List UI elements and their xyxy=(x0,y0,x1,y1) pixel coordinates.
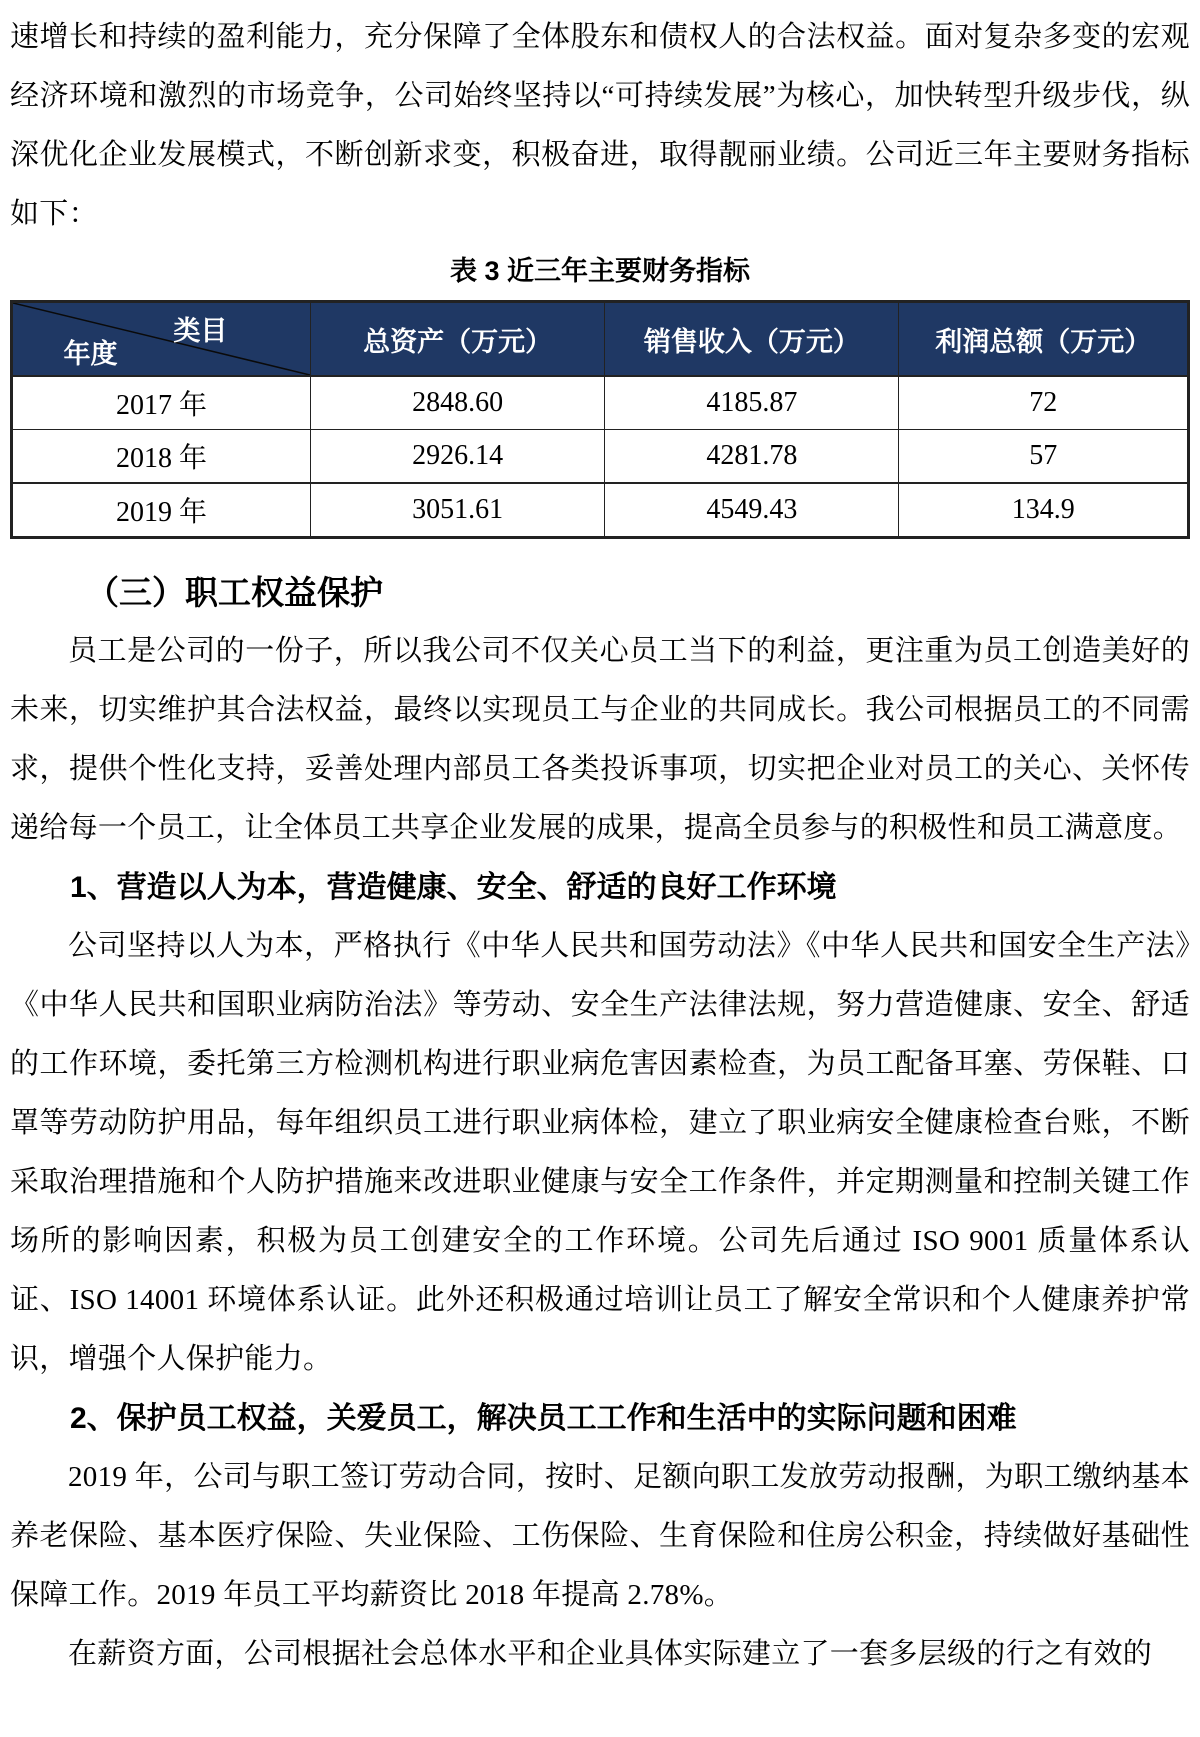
paragraph-work-environment: 公司坚持以人为本，严格执行《中华人民共和国劳动法》《中华人民共和国安全生产法》《中华人民共和国职业病防治法》等劳动、安全生产法律法规，努力营造健康、安全、舒适的工作环境，委托第三方检测机构进行职业病危害因素检查，为员工配备耳塞、劳保鞋、口罩等劳动防护用品，每年组织员工进行职业病体检，建立了职业病安全健康检查台账，不断采取治理措施和个人防护措施来改进职业健康与安全工作条件，并定期测量和控制关键工作场所的影响因素，积极为员工创建安全的工作环境。公司先后通过 ISO 9001 质量体系认证、ISO 14001 环境体系认证。此外还积极通过培训让员工了解安全常识和个人健康养护常识，增强个人保护能力。 xyxy=(10,930,1190,1375)
sales-revenue-cell: 4281.78 xyxy=(605,430,899,484)
year-cell: 2019 年 xyxy=(12,483,311,538)
table-caption: 表 3 近三年主要财务指标 xyxy=(449,256,751,286)
table-row xyxy=(12,430,1189,484)
intro-paragraph: 速增长和持续的盈利能力，充分保障了全体股东和债权人的合法权益。面对复杂多变的宏观经济环境和激烈的市场竞争，公司始终坚持以“可持续发展”为核心，加快转型升级步伐，纵深优化企业发展模式，不断创新求变，积极奋进，取得靓丽业绩。公司近三年主要财务指标如下： xyxy=(10,21,1190,230)
financial-indicators-table xyxy=(10,300,1190,539)
paragraph-employee-care: 员工是公司的一份子，所以我公司不仅关心员工当下的利益，更注重为员工创造美好的未来，切实维护其合法权益，最终以实现员工与企业的共同成长。我公司根据员工的不同需求，提供个性化支持，妥善处理内部员工各类投诉事项，切实把企业对员工的关心、关怀传递给每一个员工，让全体员工共享企业发展的成果，提高全员参与的积极性和员工满意度。 xyxy=(10,635,1190,844)
corner-header-cell xyxy=(12,302,311,377)
year-cell: 2018 年 xyxy=(12,430,311,484)
section-heading-employee-rights: （三）职工权益保护 xyxy=(86,574,383,611)
sales-revenue-cell: 4185.87 xyxy=(605,376,899,430)
total-assets-cell: 3051.61 xyxy=(310,483,604,538)
table-row xyxy=(12,376,1189,430)
diagonal-divider xyxy=(13,303,310,375)
total-assets-cell: 2926.14 xyxy=(310,430,604,484)
column-header-sales-revenue: 销售收入（万元） xyxy=(605,302,899,377)
total-profit-cell: 57 xyxy=(899,430,1189,484)
table-header-row xyxy=(12,302,1189,377)
column-header-total-profit: 利润总额（万元） xyxy=(899,302,1189,377)
paragraph-labor-rights: 2019 年，公司与职工签订劳动合同，按时、足额向职工发放劳动报酬，为职工缴纳基本养老保险、基本医疗保险、失业保险、工伤保险、生育保险和住房公积金，持续做好基础性保障工作。2019 年员工平均薪资比 2018 年提高 2.78%。 xyxy=(10,1461,1190,1611)
total-profit-cell: 134.9 xyxy=(899,483,1189,538)
subsection-heading-employee-protection: 2、保护员工权益，关爱员工，解决员工工作和生活中的实际问题和困难 xyxy=(70,1402,1017,1435)
corner-label-category: 类目 xyxy=(173,316,228,346)
total-profit-cell: 72 xyxy=(899,376,1189,430)
total-assets-cell: 2848.60 xyxy=(310,376,604,430)
corner-label-year: 年度 xyxy=(63,339,118,369)
subsection-heading-work-environment: 1、营造以人为本，营造健康、安全、舒适的良好工作环境 xyxy=(70,871,837,904)
paragraph-salary: 在薪资方面，公司根据社会总体水平和企业具体实际建立了一套多层级的行之有效的 xyxy=(68,1638,1153,1670)
sales-revenue-cell: 4549.43 xyxy=(605,483,899,538)
table-row xyxy=(12,483,1189,538)
column-header-total-assets: 总资产（万元） xyxy=(310,302,604,377)
year-cell: 2017 年 xyxy=(12,376,311,430)
